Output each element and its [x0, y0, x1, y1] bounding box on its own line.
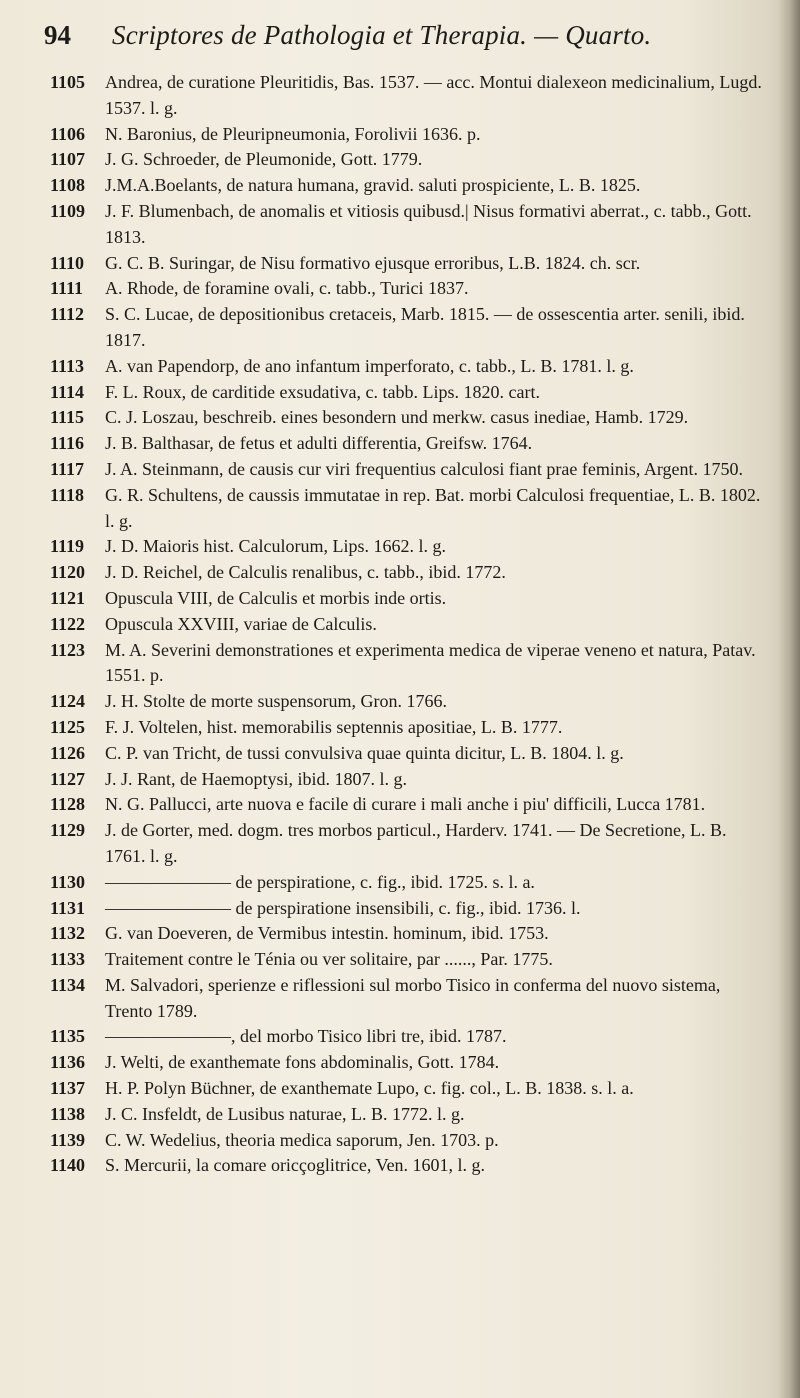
entry-number: 1138 [50, 1103, 86, 1124]
entry-text: Andrea, de curatione Pleuritidis, Bas. 1537. — acc. Montui dialexeon medicinalium, Lugd. 1537. l. g. [105, 72, 762, 118]
bibliography-entry [50, 380, 768, 406]
bibliography-entry [50, 947, 768, 973]
entry-text: A. Rhode, de foramine ovali, c. tabb., Turici 1837. [105, 278, 469, 299]
bibliography-list [50, 70, 768, 1179]
entry-number: 1107 [50, 149, 86, 170]
entry-text: ——————— de perspiratione insensibili, c. fig., ibid. 1736. l. [105, 897, 581, 918]
entry-number: 1135 [50, 1026, 86, 1047]
entry-number: 1136 [50, 1052, 86, 1073]
entry-text: M. A. Severini demonstrationes et experimenta medica de viperae veneno et natura, Patav. 1551. p. [105, 639, 756, 686]
entry-text: J. J. Rant, de Haemoptysi, ibid. 1807. l. g. [105, 768, 407, 789]
entry-text: M. Salvadori, sperienze e riflessioni sul morbo Tisico in conferma del nuovo sistema, Trento 1789. [105, 974, 721, 1021]
entry-number: 1133 [50, 949, 86, 970]
page-header [44, 18, 744, 68]
bibliography-entry [50, 715, 768, 741]
entry-number: 1134 [50, 974, 86, 995]
entry-text: J. D. Reichel, de Calculis renalibus, c. tabb., ibid. 1772. [105, 562, 506, 583]
bibliography-entry [50, 276, 768, 302]
entry-number: 1110 [50, 252, 85, 273]
entry-text: J. C. Insfeldt, de Lusibus naturae, L. B. 1772. l. g. [105, 1103, 465, 1124]
entry-number: 1125 [50, 716, 86, 737]
entry-text: S. Mercurii, la comare oricçoglitrice, Ven. 1601, l. g. [105, 1155, 486, 1176]
bibliography-entry [50, 818, 768, 870]
bibliography-entry [50, 612, 768, 638]
entry-text: A. van Papendorp, de ano infantum imperforato, c. tabb., L. B. 1781. l. g. [105, 355, 634, 376]
bibliography-entry [50, 302, 768, 354]
bibliography-entry [50, 586, 768, 612]
bibliography-entry [50, 1102, 768, 1128]
entry-number: 1140 [50, 1155, 86, 1176]
entry-number: 1105 [50, 72, 86, 92]
entry-text: Opuscula XXVIII, variae de Calculis. [105, 613, 377, 634]
entry-text: G. C. B. Suringar, de Nisu formativo ejusque erroribus, L.B. 1824. ch. scr. [105, 252, 641, 273]
bibliography-entry [50, 973, 768, 1025]
entry-number: 1130 [50, 871, 86, 892]
entry-text: H. P. Polyn Büchner, de exanthemate Lupo, c. fig. col., L. B. 1838. s. l. a. [105, 1078, 634, 1099]
entry-number: 1128 [50, 794, 86, 815]
entry-number: 1132 [50, 923, 86, 944]
entry-number: 1108 [50, 175, 86, 196]
bibliography-entry [50, 251, 768, 277]
entry-number: 1127 [50, 768, 86, 789]
entry-number: 1126 [50, 742, 86, 763]
entry-text: F. L. Roux, de carditide exsudativa, c. tabb. Lips. 1820. cart. [105, 381, 540, 402]
entry-text: C. J. Loszau, beschreib. eines besondern und merkw. casus inediae, Hamb. 1729. [105, 407, 689, 428]
entry-number: 1106 [50, 123, 86, 144]
entry-text: J. F. Blumenbach, de anomalis et vitiosis quibusd.| Nisus formativi aberrat., c. tabb., Gott. 1813. [105, 200, 752, 247]
entry-text: F. J. Voltelen, hist. memorabilis septennis apositiae, L. B. 1777. [105, 716, 563, 737]
bibliography-entry [50, 147, 768, 173]
entry-text: C. W. Wedelius, theoria medica saporum, Jen. 1703. p. [105, 1129, 499, 1150]
entry-text: J. G. Schroeder, de Pleumonide, Gott. 1779. [105, 149, 423, 170]
entry-number: 1137 [50, 1078, 86, 1099]
entry-number: 1131 [50, 897, 86, 918]
bibliography-entry [50, 354, 768, 380]
bibliography-entry [50, 173, 768, 199]
bibliography-entry [50, 1128, 768, 1154]
entry-number: 1117 [50, 458, 85, 479]
bibliography-entry [50, 431, 768, 457]
entry-number: 1120 [50, 562, 86, 583]
bibliography-entry [50, 560, 768, 586]
bibliography-entry [50, 921, 768, 947]
entry-text: ———————, del morbo Tisico libri tre, ibid. 1787. [105, 1026, 507, 1047]
entry-number: 1113 [50, 355, 85, 376]
entry-number: 1119 [50, 536, 85, 557]
page-number: 94 [44, 20, 71, 50]
entry-text: J. de Gorter, med. dogm. tres morbos particul., Harderv. 1741. — De Secretione, L. B. 1761. l. g. [105, 820, 727, 866]
entry-number: 1139 [50, 1129, 86, 1150]
entry-text: Traitement contre le Ténia ou ver solitaire, par ......, Par. 1775. [105, 949, 553, 970]
bibliography-entry [50, 1076, 768, 1102]
bibliography-entry [50, 767, 768, 793]
entry-number: 1129 [50, 820, 86, 841]
bibliography-entry [50, 534, 768, 560]
entry-number: 1111 [50, 278, 84, 299]
entry-text: J. Welti, de exanthemate fons abdominalis, Gott. 1784. [105, 1052, 500, 1073]
bibliography-entry [50, 638, 768, 690]
entry-number: 1109 [50, 200, 86, 221]
entry-number: 1116 [50, 433, 85, 454]
entry-text: N. Baronius, de Pleuripneumonia, Forolivii 1636. p. [105, 123, 481, 144]
bibliography-entry [50, 870, 768, 896]
entry-number: 1112 [50, 304, 85, 325]
entry-number: 1114 [50, 381, 85, 402]
running-title: Scriptores de Pathologia et Therapia. — Quarto. [112, 20, 652, 50]
entry-text: ——————— de perspiratione, c. fig., ibid. 1725. s. l. a. [105, 871, 535, 892]
entry-number: 1118 [50, 484, 85, 505]
entry-text: N. G. Pallucci, arte nuova e facile di curare i mali anche i piu' difficili, Lucca 1781. [105, 794, 706, 815]
entry-text: J. B. Balthasar, de fetus et adulti differentia, Greifsw. 1764. [105, 433, 533, 454]
entry-text: J. D. Maioris hist. Calculorum, Lips. 1662. l. g. [105, 536, 446, 557]
entry-number: 1121 [50, 587, 86, 608]
bibliography-entry [50, 1050, 768, 1076]
entry-text: G. R. Schultens, de caussis immutatae in rep. Bat. morbi Calculosi frequentiae, L. B. 1802. l. g. [105, 484, 761, 531]
bibliography-entry [50, 199, 768, 251]
entry-text: S. C. Lucae, de depositionibus cretaceis, Marb. 1815. — de ossescentia arter. senili, ibid. 1817. [105, 304, 745, 350]
bibliography-entry [50, 122, 768, 148]
bibliography-entry [50, 1024, 768, 1050]
entry-text: Opuscula VIII, de Calculis et morbis inde ortis. [105, 587, 447, 608]
entry-number: 1115 [50, 407, 85, 428]
bibliography-entry [50, 792, 768, 818]
entry-text: J.M.A.Boelants, de natura humana, gravid. saluti prospiciente, L. B. 1825. [105, 175, 641, 196]
page-gutter-shadow [778, 0, 800, 1398]
bibliography-entry [50, 457, 768, 483]
bibliography-entry [50, 689, 768, 715]
bibliography-entry [50, 405, 768, 431]
bibliography-entry [50, 741, 768, 767]
bibliography-entry [50, 483, 768, 535]
bibliography-entry [50, 1153, 768, 1179]
entry-number: 1123 [50, 639, 86, 660]
entry-text: C. P. van Tricht, de tussi convulsiva quae quinta dicitur, L. B. 1804. l. g. [105, 742, 624, 763]
bibliography-entry [50, 896, 768, 922]
entry-text: J. A. Steinmann, de causis cur viri frequentius calculosi fiant prae feminis, Argent. 1750. [105, 458, 744, 479]
entry-text: G. van Doeveren, de Vermibus intestin. hominum, ibid. 1753. [105, 923, 549, 944]
entry-number: 1122 [50, 613, 86, 634]
bibliography-entry [50, 70, 768, 122]
entry-number: 1124 [50, 691, 86, 712]
entry-text: J. H. Stolte de morte suspensorum, Gron. 1766. [105, 691, 447, 712]
